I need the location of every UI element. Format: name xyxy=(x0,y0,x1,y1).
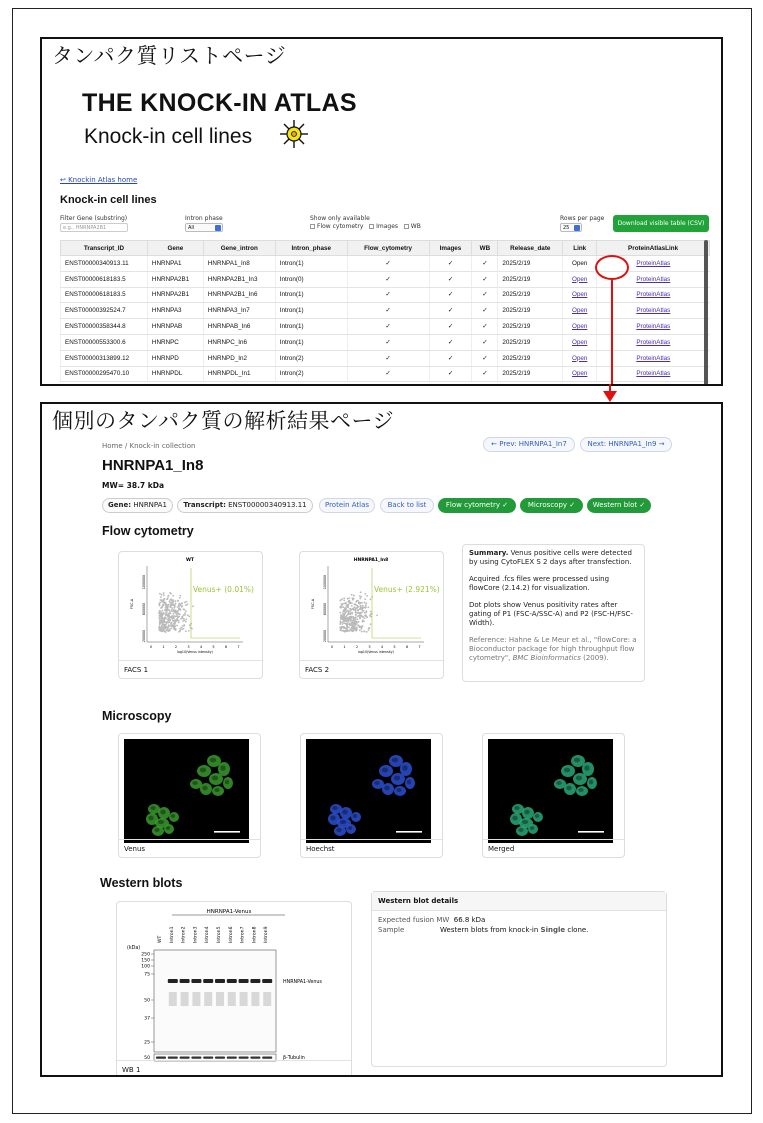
filter-gene-label: Filter Gene (substring) xyxy=(60,215,128,222)
table-cell: ENST00000392524.7 xyxy=(61,303,148,319)
table-cell: ✓ xyxy=(429,303,472,319)
cell-logo-icon xyxy=(279,119,309,149)
detail-page-caption: 個別のタンパク質の解析結果ページ xyxy=(52,409,395,433)
table-cell[interactable] xyxy=(597,334,710,350)
wb-tubulin-label: β-Tubulin xyxy=(283,1056,305,1061)
facs-gate xyxy=(191,568,240,638)
wb-marker-label: 150 xyxy=(141,958,150,964)
table-cell: HNRNPDL xyxy=(147,366,203,382)
table-cell: HNRNPD_In2 xyxy=(203,350,275,366)
micro-card-merged[interactable] xyxy=(482,733,625,858)
list-page-panel xyxy=(40,37,723,386)
table-cell: HNRNPC xyxy=(147,334,203,350)
facs-y-tick: 200000 xyxy=(142,629,146,643)
protein-atlas-link[interactable]: ProteinAtlas xyxy=(636,291,671,299)
wb-band xyxy=(191,979,201,983)
table-cell: 2025/2/19 xyxy=(498,303,563,319)
table-cell: ENST00000340913.11 xyxy=(61,256,148,272)
table-cell[interactable] xyxy=(563,366,597,382)
open-link[interactable]: Open xyxy=(571,354,588,362)
atlas-home-link[interactable]: ↩ Knockin Atlas home xyxy=(60,176,138,184)
column-header[interactable]: Images xyxy=(429,241,472,256)
wb-marker-label: 75 xyxy=(144,972,150,978)
table-cell: ✓ xyxy=(472,303,498,319)
wb-tubulin-band xyxy=(250,1057,260,1059)
table-cell: ✓ xyxy=(472,287,498,303)
table-cell: HNRNPA2B1_In6 xyxy=(203,287,275,303)
facs-y-tick: 1000000 xyxy=(323,574,327,590)
table-cell: HNRNPA1 xyxy=(147,256,203,272)
table-cell: HNRNPD xyxy=(147,350,203,366)
protein-atlas-link[interactable]: ProteinAtlas xyxy=(636,323,671,331)
table-cell[interactable] xyxy=(563,287,597,303)
wb-sample-row: Sample Western blots from knock-in Single clone. xyxy=(378,926,589,934)
table-cell: ENST00000295470.10 xyxy=(61,366,148,382)
wb-marker-label: 100 xyxy=(141,964,150,970)
back-to-list-button[interactable]: Back to list xyxy=(380,498,434,513)
wb-card[interactable] xyxy=(116,901,352,1077)
facs-x-label: log10(Venus intensity) xyxy=(177,650,213,654)
micro-background xyxy=(124,739,249,843)
table-cell[interactable] xyxy=(597,350,710,366)
wb-smear xyxy=(169,992,177,1006)
wb-mw-row: Expected fusion MW 66.8 kDa xyxy=(378,916,486,924)
wb-band xyxy=(262,979,272,983)
table-cell: ✓ xyxy=(472,271,498,287)
table-cell: 2025/2/19 xyxy=(498,366,563,382)
site-subtitle: Knock-in cell lines xyxy=(84,125,253,148)
rows-per-page-value: 25 xyxy=(563,225,570,231)
table-cell: 2025/2/19 xyxy=(498,287,563,303)
table-cell: ENST00000618183.5 xyxy=(61,271,148,287)
micro-caption: Merged xyxy=(483,839,624,857)
micro-card-venus[interactable] xyxy=(118,733,261,858)
wb-heading: Western blots xyxy=(100,876,183,890)
wb-smear xyxy=(251,992,259,1006)
wb-smear xyxy=(192,992,200,1006)
facs-x-tick: 0 xyxy=(330,645,334,649)
wb-tubulin-band xyxy=(227,1057,237,1059)
select-arrow-icon xyxy=(215,225,221,231)
table-cell[interactable] xyxy=(597,303,710,319)
list-heading: Knock-in cell lines xyxy=(60,194,157,206)
flow-heading: Flow cytometry xyxy=(102,524,194,538)
scale-bar xyxy=(214,831,240,833)
flow-status-pill[interactable]: Flow cytometry ✓ xyxy=(438,498,516,513)
protein-atlas-link[interactable]: ProteinAtlas xyxy=(636,307,671,315)
facs-x-tick: 3 xyxy=(368,645,371,649)
facs-x-tick: 6 xyxy=(405,645,409,649)
wb-band xyxy=(180,979,190,983)
micro-caption: Venus xyxy=(119,839,260,857)
wb-lane-label: Intron5 xyxy=(217,926,222,943)
facs-y-tick: 200000 xyxy=(323,629,327,643)
wb-lane-label: WT xyxy=(158,935,163,943)
show-only-label: Show only available xyxy=(310,215,370,222)
column-header[interactable]: ProteinAtlasLink xyxy=(597,241,710,256)
facs-gate-label: Venus+ (0.01%) xyxy=(193,585,254,594)
wb-header: HNRNPA1-Venus xyxy=(206,909,252,915)
table-cell: 2025/2/19 xyxy=(498,271,563,287)
microscopy-heading: Microscopy xyxy=(102,709,172,723)
facs-y-label: FSC-A xyxy=(130,598,134,610)
facs-x-tick: 6 xyxy=(224,645,228,649)
wb-details-title: Western blot details xyxy=(372,892,666,911)
table-cell: ✓ xyxy=(347,271,429,287)
table-cell: ✓ xyxy=(429,271,472,287)
facs-card-2[interactable] xyxy=(299,551,444,679)
protein-atlas-link[interactable]: ProteinAtlas xyxy=(636,370,671,378)
table-cell: Intron(1) xyxy=(275,334,347,350)
table-cell: ✓ xyxy=(429,256,472,272)
facs-x-tick: 2 xyxy=(355,645,359,649)
facs-x-tick: 3 xyxy=(187,645,190,649)
wb-lane-label: Intron9 xyxy=(264,926,270,943)
facs-y-tick: 600000 xyxy=(323,602,327,616)
table-cell: HNRNPA2B1 xyxy=(147,271,203,287)
table-cell: Intron(1) xyxy=(275,303,347,319)
facs-x-tick: 4 xyxy=(380,645,384,649)
wb-lane-label: Intron8 xyxy=(252,926,258,943)
table-cell: ✓ xyxy=(472,319,498,335)
facs-plot-2 xyxy=(300,552,443,660)
breadcrumb[interactable]: Home / Knock-in collection xyxy=(102,442,196,450)
table-cell: ✓ xyxy=(429,287,472,303)
wb-tubulin-band xyxy=(239,1057,249,1059)
micro-background xyxy=(306,739,431,843)
wb-tubulin-band xyxy=(215,1057,225,1059)
table-cell: Intron(1) xyxy=(275,256,347,272)
table-cell: ✓ xyxy=(347,334,429,350)
table-cell[interactable] xyxy=(563,271,597,287)
facs-y-tick: 600000 xyxy=(142,602,146,616)
facs-title: HNRNPA1_In8 xyxy=(353,558,389,563)
protein-atlas-button[interactable]: Protein Atlas xyxy=(319,498,375,513)
select-arrow-icon xyxy=(574,225,580,231)
micro-card-hoechst[interactable] xyxy=(300,733,443,858)
table-scrollbar[interactable] xyxy=(704,240,708,386)
transcript-pill: Transcript: ENST00000340913.11 xyxy=(177,498,313,513)
detail-page-panel xyxy=(40,402,723,1077)
flow-filter-checkbox[interactable]: Flow cytometry xyxy=(310,223,363,230)
table-cell: ✓ xyxy=(347,350,429,366)
facs-gate xyxy=(372,568,421,638)
table-header-row xyxy=(61,241,710,256)
facs-points xyxy=(158,592,194,633)
wb-tubulin-band xyxy=(180,1057,190,1059)
facs-gate-label: Venus+ (2.921%) xyxy=(374,585,440,594)
table-cell: ✓ xyxy=(472,350,498,366)
wb-filter-checkbox[interactable]: WB xyxy=(404,223,421,230)
table-cell: Intron(0) xyxy=(275,271,347,287)
facs-x-tick: 5 xyxy=(212,645,215,649)
scale-bar xyxy=(396,831,422,833)
filter-gene-input[interactable]: e.g., HNRNPA2B1 xyxy=(60,223,128,232)
show-only-options xyxy=(310,223,421,230)
scale-bar xyxy=(578,831,604,833)
micro-image-merged xyxy=(488,739,613,843)
facs-x-tick: 1 xyxy=(343,645,346,649)
list-page-caption: タンパク質リストページ xyxy=(52,44,287,68)
micro-image-hoechst xyxy=(306,739,431,843)
protein-atlas-link[interactable]: ProteinAtlas xyxy=(636,259,671,267)
wb-marker-label: 50 xyxy=(144,998,150,1004)
wb-tubulin-band xyxy=(191,1057,201,1059)
table-cell: ✓ xyxy=(472,366,498,382)
table-cell: ✓ xyxy=(472,256,498,272)
wb-marker-label: 250 xyxy=(141,952,150,958)
column-header[interactable]: Flow_cytometry xyxy=(347,241,429,256)
table-cell: 2025/2/19 xyxy=(498,350,563,366)
open-link[interactable]: Open xyxy=(571,323,588,331)
table-cell[interactable] xyxy=(563,334,597,350)
wb-tubulin-band xyxy=(168,1057,178,1059)
open-link[interactable]: Open xyxy=(571,259,588,267)
table-cell[interactable] xyxy=(563,303,597,319)
facs-x-tick: 4 xyxy=(199,645,203,649)
rows-per-page-select[interactable] xyxy=(560,223,582,232)
table-cell: 2025/2/19 xyxy=(498,334,563,350)
micro-background xyxy=(488,739,613,843)
wb-details-card xyxy=(371,891,667,1067)
table-cell: Intron(2) xyxy=(275,366,347,382)
table-cell: ✓ xyxy=(429,334,472,350)
download-csv-button[interactable]: Download visible table (CSV) xyxy=(613,215,709,232)
wb-band-label: HNRNPA1-Venus xyxy=(283,980,322,985)
wb-kda-label: (kDa) xyxy=(127,946,141,951)
wb-smear xyxy=(263,992,271,1006)
table-cell: Intron(1) xyxy=(275,319,347,335)
wb-marker-label: 37 xyxy=(144,1016,150,1022)
table-cell: HNRNPA2B1 xyxy=(147,287,203,303)
column-header[interactable]: Gene_intron xyxy=(203,241,275,256)
intron-phase-value: All xyxy=(188,225,195,231)
table-cell: HNRNPDL_In1 xyxy=(203,366,275,382)
table-cell[interactable] xyxy=(563,350,597,366)
table-cell: ✓ xyxy=(429,350,472,366)
table-cell: ENST00000358344.8 xyxy=(61,319,148,335)
table-cell: ✓ xyxy=(347,256,429,272)
table-cell: ENST00000313899.12 xyxy=(61,350,148,366)
column-header[interactable]: Transcript_ID xyxy=(61,241,148,256)
column-header[interactable]: Release_date xyxy=(498,241,563,256)
table-cell: ✓ xyxy=(347,319,429,335)
table-cell: 2025/2/19 xyxy=(498,319,563,335)
table-cell: HNRNPA3_In7 xyxy=(203,303,275,319)
open-link[interactable]: Open xyxy=(571,338,588,346)
wb-lane-label: Intron3 xyxy=(193,926,199,943)
micro-caption: Hoechst xyxy=(301,839,442,857)
protein-atlas-link[interactable]: ProteinAtlas xyxy=(636,338,671,346)
table-cell: ✓ xyxy=(429,366,472,382)
wb-status-pill[interactable]: Western blot ✓ xyxy=(587,498,651,513)
table-cell: HNRNPA1_In8 xyxy=(203,256,275,272)
rows-per-page-label: Rows per page xyxy=(560,215,605,222)
facs-caption: FACS 1 xyxy=(119,660,262,678)
table-cell: 2025/2/19 xyxy=(498,256,563,272)
wb-caption: WB 1 xyxy=(117,1060,351,1077)
facs-card-1[interactable] xyxy=(118,551,263,679)
gene-pill: Gene: HNRNPA1 xyxy=(102,498,173,513)
table-cell: Intron(2) xyxy=(275,350,347,366)
protein-atlas-link[interactable]: ProteinAtlas xyxy=(636,275,671,283)
wb-band xyxy=(239,979,249,983)
highlight-circle xyxy=(595,255,629,280)
wb-band xyxy=(227,979,237,983)
wb-smear xyxy=(204,992,212,1006)
images-filter-checkbox[interactable]: Images xyxy=(369,223,398,230)
facs-x-tick: 0 xyxy=(149,645,153,649)
intron-phase-label: Intron phase xyxy=(185,215,223,222)
table-cell: ✓ xyxy=(472,334,498,350)
table-cell[interactable] xyxy=(563,319,597,335)
wb-smear xyxy=(240,992,248,1006)
table-cell: ✓ xyxy=(347,287,429,303)
wb-tubulin-band xyxy=(156,1057,166,1059)
wb-tubulin-band xyxy=(203,1057,213,1059)
protein-atlas-link[interactable]: ProteinAtlas xyxy=(636,354,671,362)
table-cell: ENST00000618183.5 xyxy=(61,287,148,303)
wb-smear xyxy=(228,992,236,1006)
highlight-arrow-line xyxy=(611,280,613,386)
facs-x-tick: 7 xyxy=(418,645,421,649)
facs-x-tick: 7 xyxy=(237,645,240,649)
table-cell[interactable] xyxy=(597,287,710,303)
wb-blot-image xyxy=(117,902,351,1062)
next-button[interactable]: Next: HNRNPA1_In9 → xyxy=(580,437,672,452)
table-cell: HNRNPAB_In6 xyxy=(203,319,275,335)
table-cell: HNRNPA2B1_In3 xyxy=(203,271,275,287)
microscopy-status-pill[interactable]: Microscopy ✓ xyxy=(520,498,583,513)
facs-x-tick: 5 xyxy=(393,645,396,649)
wb-lane-label: Intron6 xyxy=(228,926,234,943)
table-cell: Intron(1) xyxy=(275,287,347,303)
wb-tubulin-marker: 50 xyxy=(144,1056,150,1061)
wb-lane-label: Intron1 xyxy=(169,926,175,943)
micro-image-venus xyxy=(124,739,249,843)
wb-marker-label: 25 xyxy=(144,1040,150,1046)
facs-caption: FACS 2 xyxy=(300,660,443,678)
wb-lane-label: Intron2 xyxy=(181,926,187,943)
wb-smear xyxy=(216,992,224,1006)
wb-band xyxy=(168,979,178,983)
table-cell[interactable] xyxy=(563,256,597,272)
wb-lane-label: Intron7 xyxy=(240,926,246,943)
table-cell: ✓ xyxy=(347,366,429,382)
table-cell[interactable] xyxy=(597,319,710,335)
wb-band xyxy=(215,979,225,983)
table-cell[interactable] xyxy=(597,366,710,382)
open-link[interactable]: Open xyxy=(571,370,588,378)
molecular-weight: MW= 38.7 kDa xyxy=(102,481,165,490)
table-cell: HNRNPAB xyxy=(147,319,203,335)
facs-x-label: log10(Venus intensity) xyxy=(358,650,394,654)
facs-y-tick: 1000000 xyxy=(142,574,146,590)
open-link[interactable]: Open xyxy=(571,307,588,315)
open-link[interactable]: Open xyxy=(571,291,588,299)
wb-tubulin-band xyxy=(262,1057,272,1059)
intron-phase-select[interactable] xyxy=(185,223,223,232)
facs-plot-1 xyxy=(119,552,262,660)
wb-band xyxy=(203,979,213,983)
table-cell: ✓ xyxy=(429,319,472,335)
facs-y-label: FSC-A xyxy=(311,598,315,610)
table-cell: ✓ xyxy=(347,303,429,319)
table-cell: ENST00000553300.6 xyxy=(61,334,148,350)
facs-x-tick: 1 xyxy=(162,645,165,649)
facs-title: WT xyxy=(185,558,195,563)
highlight-arrow-line-ext xyxy=(609,384,611,392)
facs-x-tick: 2 xyxy=(174,645,178,649)
column-header[interactable]: WB xyxy=(472,241,498,256)
column-header[interactable]: Link xyxy=(563,241,597,256)
site-title: THE KNOCK-IN ATLAS xyxy=(82,89,357,117)
wb-smear xyxy=(181,992,189,1006)
page-title: HNRNPA1_In8 xyxy=(102,457,204,474)
column-header[interactable]: Intron_phase xyxy=(275,241,347,256)
wb-band xyxy=(250,979,260,983)
table-cell: HNRNPA3 xyxy=(147,303,203,319)
table-cell: HNRNPC_In6 xyxy=(203,334,275,350)
wb-lane-label: Intron4 xyxy=(205,926,211,943)
open-link[interactable]: Open xyxy=(571,275,588,283)
prev-button[interactable]: ← Prev: HNRNPA1_In7 xyxy=(483,437,575,452)
column-header[interactable]: Gene xyxy=(147,241,203,256)
flow-summary: Summary. Venus positive cells were detected by using CytoFLEX S 2 days after transfection. Acquired .fcs files were processed using flowCore (2.14.2) for visualization. Dot plots show Venus positivity rates after gating of P1 (FSC-A/SSC-A) and P2 (FSC-H/FSC-Width). Reference: Hahne & Le Meur et al., "flowCore: a Bioconductor package for high throughput flow cytometry", BMC Bioinformatics (2009). xyxy=(462,544,645,682)
